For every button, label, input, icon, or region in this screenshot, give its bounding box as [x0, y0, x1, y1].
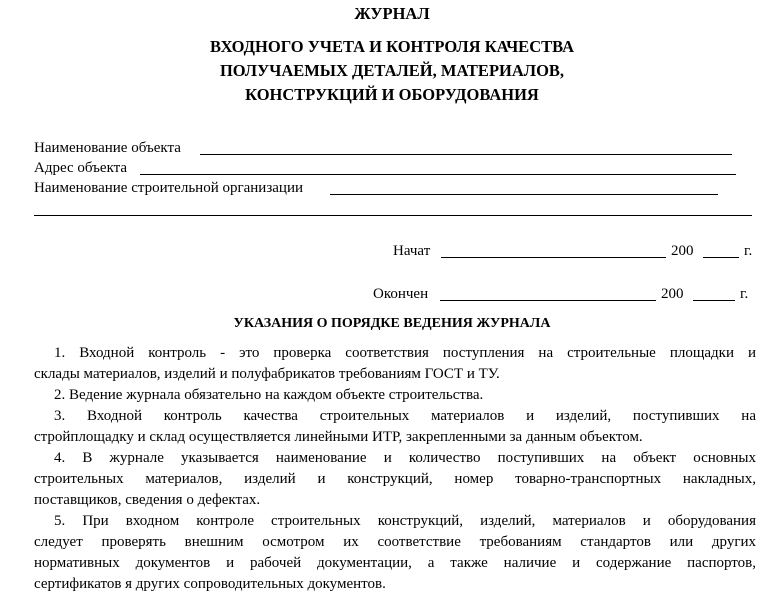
started-label: Начат: [393, 243, 431, 259]
finished-year-suffix: г.: [740, 286, 749, 302]
started-year-prefix: 200: [671, 243, 694, 259]
finished-date-blank[interactable]: [440, 300, 656, 301]
organization-name-label: Наименование строительной организации: [34, 180, 303, 196]
instruction-item-5: [34, 511, 756, 595]
object-name-field[interactable]: [34, 138, 734, 158]
instruction-item-4: [34, 448, 756, 511]
instructions-heading: УКАЗАНИЯ О ПОРЯДКЕ ВЕДЕНИЯ ЖУРНАЛА: [233, 316, 551, 331]
instruction-2-line-1: 2. Ведение журнала обязательно на каждом объекте строительства.: [54, 387, 484, 403]
instruction-5-line-3: нормативных документов и рабочей документации, а также наличие и содержание паспортов,: [34, 555, 756, 571]
instruction-5-line-2: следует проверять внешним осмотром их соответствие требованиям стандартов или других: [34, 534, 756, 550]
instruction-4-line-2: строительных материалов, изделий и конструкций, номер товарно-транспортных накладных,: [34, 471, 756, 487]
journal-subtitle-line-3: КОНСТРУКЦИЙ И ОБОРУДОВАНИЯ: [245, 85, 539, 104]
instruction-3-line-2: стройплощадку и склад осуществляется линейными ИТР, закрепленными за данным объектом.: [34, 429, 643, 445]
object-address-field[interactable]: [34, 158, 736, 178]
instruction-item-3: [34, 406, 756, 448]
instruction-5-line-4: сертификатов я других сопроводительных документов.: [34, 576, 386, 592]
instruction-4-line-1: 4. В журнале указывается наименование и количество поступивших на объект основных: [54, 450, 756, 466]
instruction-item-1: [34, 343, 756, 385]
object-address-blank-line[interactable]: [140, 174, 736, 175]
instruction-item-2: [34, 385, 756, 406]
organization-continuation-line[interactable]: [34, 215, 752, 216]
instruction-4-line-3: поставщиков, сведения о дефектах.: [34, 492, 261, 508]
started-date-row: [380, 241, 760, 261]
organization-name-field[interactable]: [34, 178, 724, 198]
journal-subtitle-line-2: ПОЛУЧАЕМЫХ ДЕТАЛЕЙ, МАТЕРИАЛОВ,: [219, 61, 565, 80]
journal-title: ЖУРНАЛ: [354, 4, 430, 23]
finished-year-prefix: 200: [661, 286, 684, 302]
object-address-label: Адрес объекта: [34, 160, 128, 176]
instruction-1-line-1: 1. Входной контроль - это проверка соответствия поступления на строительные площадки и: [54, 345, 756, 361]
organization-name-blank-line[interactable]: [330, 194, 718, 195]
finished-year-blank[interactable]: [693, 300, 735, 301]
started-date-blank[interactable]: [441, 257, 666, 258]
started-year-suffix: г.: [744, 243, 753, 259]
instruction-1-line-2: склады материалов, изделий и полуфабрикатов требованиям ГОСТ и ТУ.: [34, 366, 500, 382]
finished-label: Окончен: [373, 286, 429, 302]
instruction-5-line-1: 5. При входном контроле строительных конструкций, изделий, материалов и оборудования: [54, 513, 756, 529]
object-name-blank-line[interactable]: [200, 154, 732, 155]
instruction-3-line-1: 3. Входной контроль качества строительных материалов и изделий, поступивших на: [54, 408, 756, 424]
started-year-blank[interactable]: [703, 257, 739, 258]
finished-date-row: [370, 284, 760, 304]
journal-subtitle-line-1: ВХОДНОГО УЧЕТА И КОНТРОЛЯ КАЧЕСТВА: [209, 37, 574, 56]
object-name-label: Наименование объекта: [34, 140, 181, 156]
